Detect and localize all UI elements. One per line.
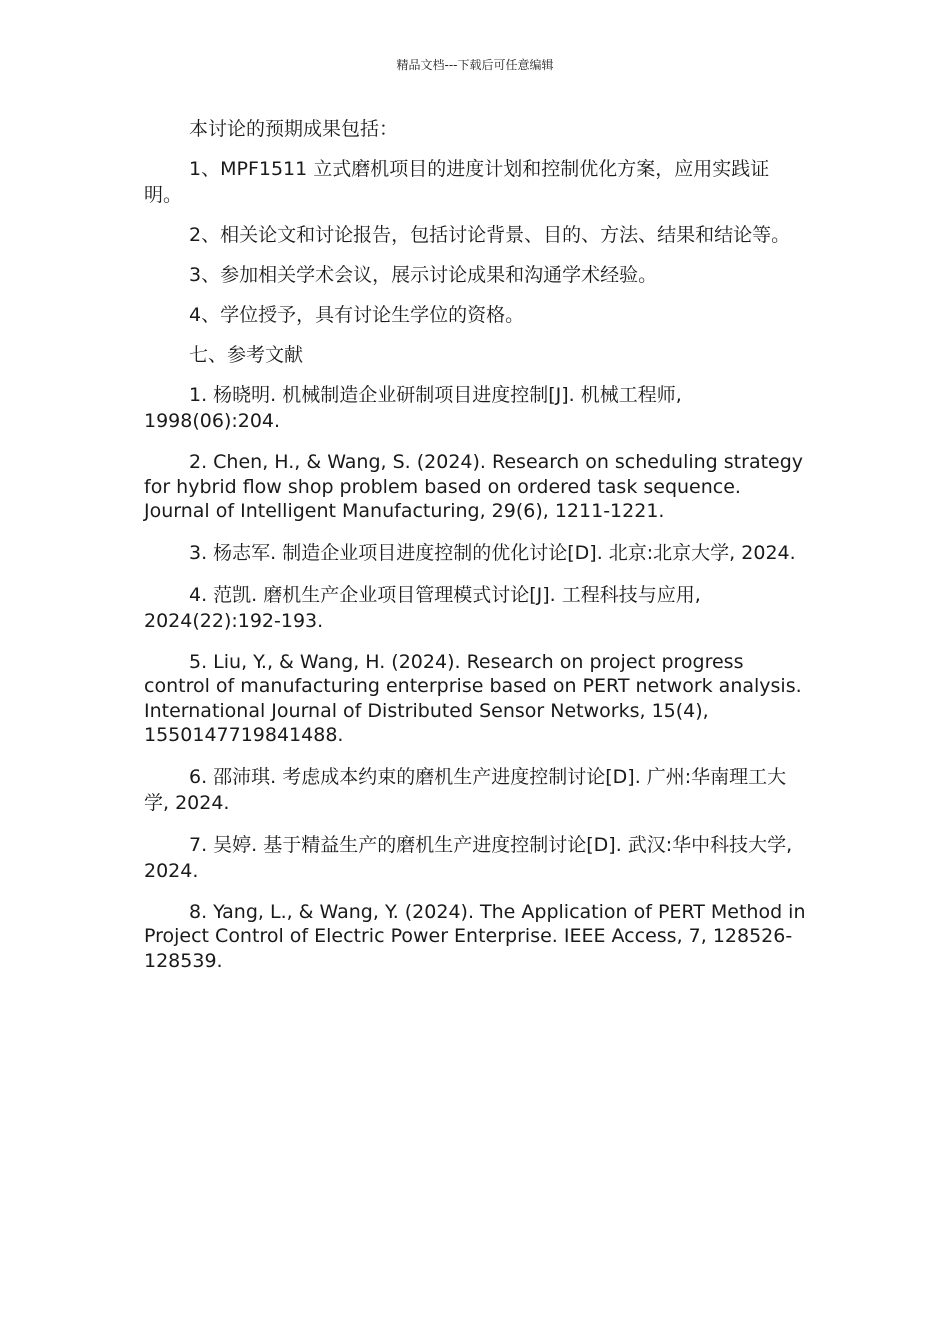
- reference-item-8: 8. Yang, L., & Wang, Y. (2024). The Application of PERT Method in Project Control of Electric Power Enterprise. IEEE Access, 7, 128526-128539.: [144, 900, 806, 972]
- page-header: 精品文档---下载后可任意编辑: [396, 58, 554, 72]
- outcome-item-3: 3、参加相关学术会议，展示讨论成果和沟通学术经验。: [189, 264, 658, 286]
- document-body: [144, 116, 806, 989]
- outcomes-intro: 本讨论的预期成果包括：: [189, 118, 399, 140]
- reference-item-3: 3. 杨志军. 制造企业项目进度控制的优化讨论[D]. 北京:北京大学, 2024.: [189, 541, 796, 564]
- outcome-item-1: 1、MPF1511 立式磨机项目的进度计划和控制优化方案，应用实践证明。: [144, 158, 770, 206]
- reference-item-5: 5. Liu, Y., & Wang, H. (2024). Research on project progress control of manufacturing enterprise based on PERT network analysis. International Journal of Distributed Sensor Networks, 15(4), 1550147719841488.: [144, 650, 802, 746]
- outcome-item-4: 4、学位授予，具有讨论生学位的资格。: [189, 304, 525, 326]
- reference-item-2: 2. Chen, H., & Wang, S. (2024). Research on scheduling strategy for hybrid flow shop problem based on ordered task sequence. Journal of Intelligent Manufacturing, 29(6), 1211-1221.: [144, 451, 804, 522]
- outcome-item-2: 2、相关论文和讨论报告，包括讨论背景、目的、方法、结果和结论等。: [189, 224, 791, 246]
- reference-item-6: 6. 邵沛琪. 考虑成本约束的磨机生产进度控制讨论[D]. 广州:华南理工大学, 2024.: [144, 765, 787, 814]
- reference-item-1: 1. 杨晓明. 机械制造企业研制项目进度控制[J]. 机械工程师, 1998(06):204.: [144, 384, 682, 432]
- reference-item-4: 4. 范凯. 磨机生产企业项目管理模式讨论[J]. 工程科技与应用, 2024(22):192-193.: [144, 583, 701, 632]
- reference-item-7: 7. 吴婷. 基于精益生产的磨机生产进度控制讨论[D]. 武汉:华中科技大学, 2024.: [144, 833, 793, 882]
- references-heading: 七、参考文献: [189, 344, 304, 366]
